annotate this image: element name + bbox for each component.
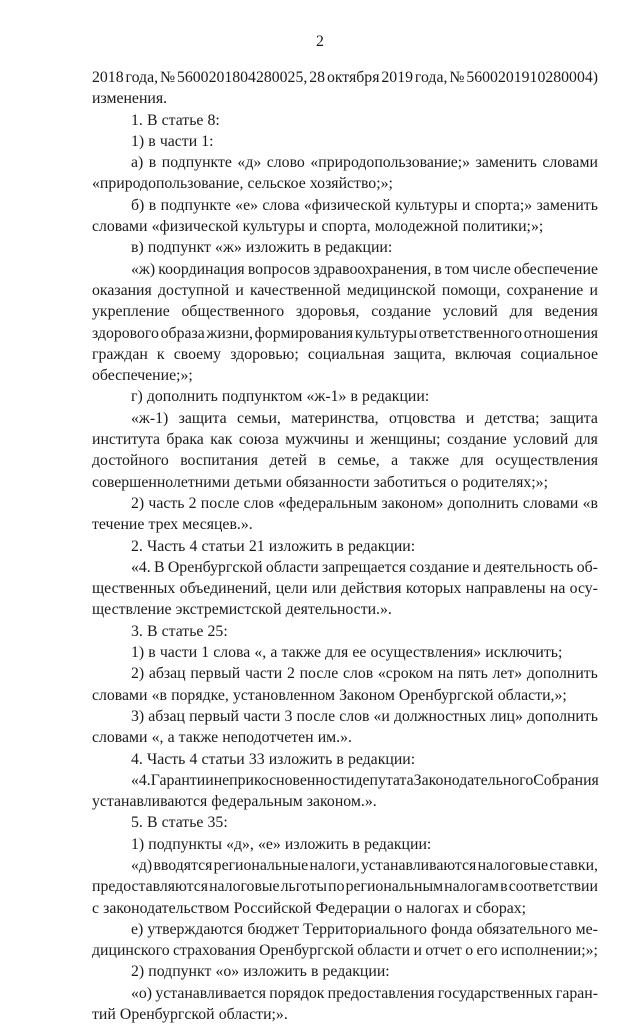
text-line: 1) в части 1:: [131, 132, 214, 150]
text-line: б) в подпункте «е» слова «физической культуры и спорта;» заменить: [131, 196, 598, 214]
text-line: а) в подпункте «д» слово «природопользование;» заменить словами: [131, 154, 598, 172]
text-line: института брака как союза мужчины и женщины; создание условий для: [92, 431, 598, 449]
text-line: тий Оренбургской области;».: [92, 1006, 288, 1024]
text-line: ществление экстремистской деятельности.».: [92, 601, 392, 619]
text-line: 1. В статье 8:: [131, 111, 220, 129]
text-line: 2) абзац первый части 2 после слов «сроком на пять лет» дополнить: [131, 665, 598, 683]
text-line: оказания доступной и качественной медицинской помощи, сохранение и: [92, 281, 598, 299]
text-line: достойного воспитания детей в семье, а также для осуществления: [92, 452, 598, 470]
text-line: граждан к своему здоровью; социальная защита, включая социальное: [92, 345, 598, 363]
text-line: 3) абзац первый части 3 после слов «и должностных лиц» дополнить: [131, 707, 598, 725]
text-line: 2. Часть 4 статьи 21 изложить в редакции:: [131, 537, 416, 555]
text-line: дицинского страхования Оренбургской области и отчет о его исполнении;»;: [92, 942, 598, 960]
text-line: «природопользование, сельское хозяйство;»;: [92, 175, 393, 193]
text-line: совершеннолетними детьми обязанности заботиться о родителях;»;: [92, 473, 548, 491]
text-line: с законодательством Российской Федерации о налогах и сборах;: [92, 899, 527, 917]
text-line: обеспечение;»;: [92, 367, 193, 385]
text-line: г) дополнить подпунктом «ж-1» в редакции:: [131, 388, 430, 406]
document-body: [92, 67, 598, 1025]
text-line: 2) подпункт «о» изложить в редакции:: [131, 963, 390, 981]
text-line: «ж-1) защита семьи, материнства, отцовства и детства; защита: [131, 409, 598, 427]
text-line: «4. Гарантии неприкосновенности депутата Законодательного Собрания: [131, 771, 599, 789]
text-line: щественных объединений, цели или действия которых направлены на осу-: [92, 580, 598, 598]
text-line: «ж) координация вопросов здравоохранения, в том числе обеспечение: [131, 260, 598, 278]
text-line: устанавливаются федеральным законом.».: [92, 793, 377, 811]
text-line: «о) устанавливается порядок предоставления государственных гаран-: [131, 984, 598, 1002]
text-line: предоставляются налоговые льготы по региональным налогам в соответствии: [92, 878, 598, 896]
text-line: течение трех месяцев.».: [92, 516, 253, 534]
text-line: 2) часть 2 после слов «федеральным законом» дополнить словами «в: [131, 494, 598, 512]
text-line: 2018 года, № 5600201804280025, 28 октября 2019 года, № 5600201910280004): [92, 69, 598, 86]
text-line: 4. Часть 4 статьи 33 изложить в редакции:: [131, 750, 416, 768]
text-line: в) подпункт «ж» изложить в редакции:: [131, 239, 393, 257]
text-line: 3. В статье 25:: [131, 622, 228, 640]
text-line: «д) вводятся региональные налоги, устанавливаются налоговые ставки,: [131, 856, 598, 874]
text-line: е) утверждаются бюджет Территориального фонда обязательного ме-: [131, 920, 598, 938]
text-line: 5. В статье 35:: [131, 814, 228, 832]
text-line: 1) подпункты «д», «е» изложить в редакции:: [131, 835, 432, 853]
page-number: 2: [316, 33, 324, 50]
text-line: словами «, а также неподотчетен им.».: [92, 729, 352, 747]
text-line: 1) в части 1 слова «, а также для ее осуществления» исключить;: [131, 644, 563, 662]
text-line: изменения.: [92, 90, 168, 108]
text-line: укрепление общественного здоровья, создание условий для ведения: [92, 303, 598, 321]
text-line: здорового образа жизни, формирования культуры ответственного отношения: [92, 324, 598, 342]
text-line: словами «физической культуры и спорта, молодежной политики;»;: [92, 218, 544, 236]
text-line: словами «в порядке, установленном Законом Оренбургской области,»;: [92, 686, 567, 704]
text-line: «4. В Оренбургской области запрещается создание и деятельность об-: [131, 558, 598, 576]
